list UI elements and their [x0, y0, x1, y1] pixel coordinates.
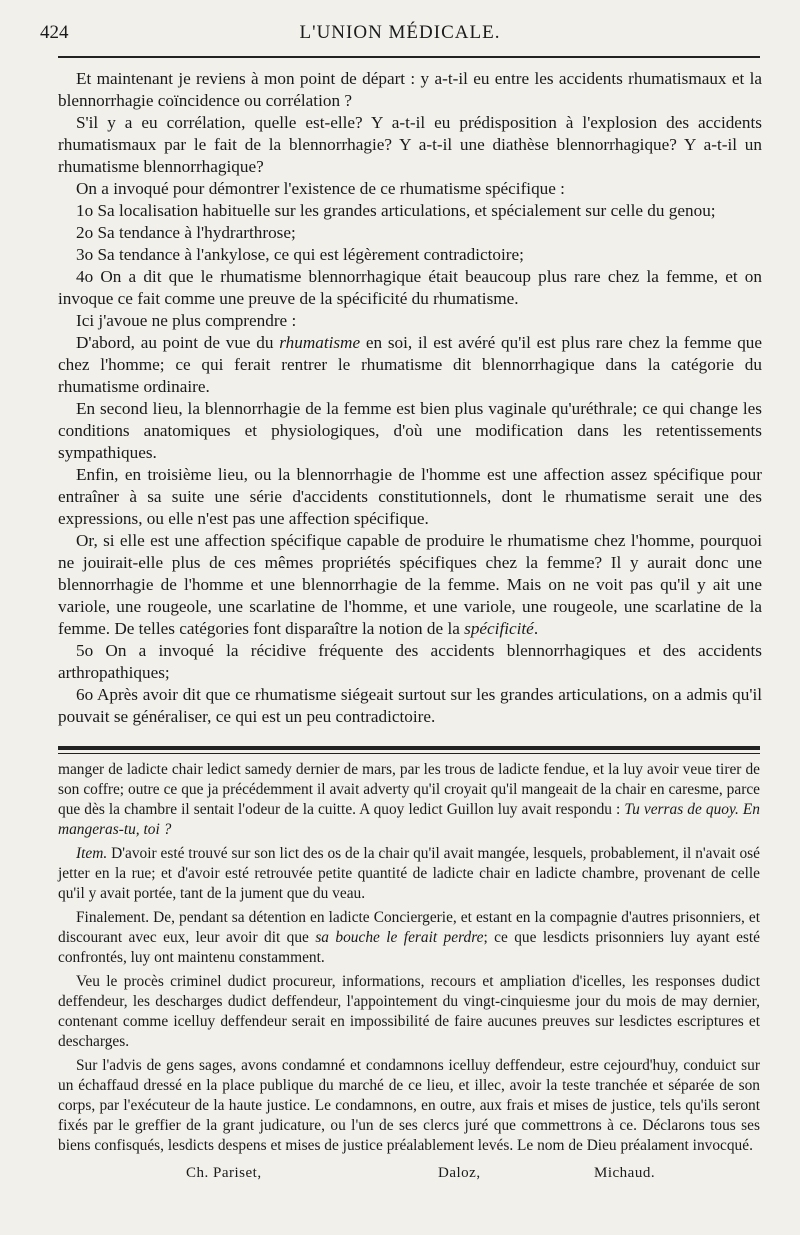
text-run: Or, si elle est une affection spécifique capable de produire le rhumatisme chez l'homme, pourquoi ne jouirait-elle plus de ces mêmes propriétés spécifiques chez la femme? Il y aurait donc une blennorrhagie de l'homme et une blennorrhagie de la femme. Mais on ne voit pas qu'il y ait une variole, une rougeole, une scarlatine de l'homme, et une variole, une rougeole, une scarlatine de la femme. De telles catégories font disparaître la notion de la: [58, 531, 762, 638]
feuilleton-body: [58, 760, 760, 1160]
text-run: D'abord, au point de vue du: [76, 333, 274, 352]
section-rule-thick: [58, 746, 760, 750]
page-number: 424: [40, 22, 69, 43]
paragraph: On a invoqué pour démontrer l'existence de ce rhumatisme spécifique :: [76, 179, 565, 198]
list-item: 6o Après avoir dit que ce rhumatisme siégeait surtout sur les grandes articulations, on a admis qu'il pouvait se généraliser, ce qui est un peu contradictoire.: [58, 685, 762, 726]
emphasis: rhumatisme: [279, 333, 361, 352]
paragraph: Ici j'avoue ne plus comprendre :: [76, 311, 297, 330]
page-header: [40, 22, 760, 48]
paragraph: Sur l'advis de gens sages, avons condamné et condamnons icelluy deffendeur, estre cejourd'huy, conduict sur un échaffaud dressé en la place publique du marché de ce lieu, et illec, avoir la teste tranchée et séparée de son corps, par l'exécuteur de la haute justice. Le condamnons, en outre, aux frais et mises de justice, tels qu'ils seront fixés par le greffier de la grant judicature, ou l'un de ses clercs juré que commettrons à ce. Déclarons tous ses biens confisqués, lesdicts despens et mises de justice préalablement levés. Le nom de Dieu préalament invocqué.: [58, 1057, 760, 1154]
signature-pariset: Ch. Pariset,: [186, 1165, 262, 1181]
list-item: 4o On a dit que le rhumatisme blennorrhagique était beaucoup plus rare chez la femme, et on invoque ce fait comme une preuve de la spécificité du rhumatisme.: [58, 267, 762, 308]
paragraph: Et maintenant je reviens à mon point de départ : y a-t-il eu entre les accidents rhumatismaux et la blennorrhagie coïncidence ou corrélation ?: [58, 69, 762, 110]
paragraph: [58, 908, 760, 968]
text-run: manger de ladicte chair ledict samedy dernier de mars, par les trous de ladicte fendue, et la luy avoir veue tirer de son coffre; outre ce que ja précédemment il avait adverty qu'il croyait qu'il mangeait de la chair en caresme, parce que dès la chambre il sentait l'odeur de la cuitte. A quoy ledict Guillon luy avait respondu :: [58, 761, 760, 818]
emphasis: Tu verras de quoy. En mangeras-tu, toi ?: [58, 801, 760, 838]
paragraph: Veu le procès criminel dudict procureur, informations, recours et ampliation d'icelles, les responses dudict deffendeur, les descharges dudict deffendeur, l'appointement du vingt-cinquiesme jour du mois de may dernier, contenant comme icelluy deffendeur serait en impossibilité de faire aucunes preuves sur lesdictes escriptures et descharges.: [58, 973, 760, 1050]
paragraph: En second lieu, la blennorrhagie de la femme est bien plus vaginale qu'uréthrale; ce qui change les conditions anatomiques et physiologiques, d'où une modification dans les retentissements sympathiques.: [58, 399, 762, 462]
running-title: L'UNION MÉDICALE.: [299, 22, 501, 43]
paragraph: S'il y a eu corrélation, quelle est-elle? Y a-t-il eu prédisposition à l'explosion des accidents rhumatismaux par le fait de la blennorrhagie? Y a-t-il une diathèse blennorrhagique? Y a-t-il un rhumatisme blennorrhagique?: [58, 113, 762, 176]
text-run: ; ce que lesdicts prisonniers luy ayant esté confrontés, luy ont maintenu constamment.: [58, 929, 761, 966]
signature-michaud: Michaud.: [594, 1165, 656, 1181]
emphasis: sa bouche le ferait perdre: [315, 929, 484, 946]
text-run: en soi, il est avéré qu'il est plus rare chez la femme que chez l'homme; ce qui ferait rentrer le rhumatisme dit blennorrhagique dans la catégorie du rhumatisme ordinaire.: [58, 333, 763, 396]
main-article-body: [58, 68, 762, 728]
list-item: 5o On a invoqué la récidive fréquente des accidents blennorrhagiques et des accidents arthropathiques;: [58, 641, 762, 682]
text-run: .: [533, 619, 539, 638]
list-item: 2o Sa tendance à l'hydrarthrose;: [76, 223, 296, 242]
paragraph: [58, 844, 760, 904]
paragraph: [58, 332, 762, 398]
text-run: D'avoir esté trouvé sur son lict des os de la chair qu'il avait mangée, lesquels, probablement, il n'avait osé jetter en la rue; et d'avoir esté retrouvée petite quantité de ladicte chair en ladicte chambre, provenant de celle qu'il y avait portée, tant de la jument que du veau.: [58, 845, 760, 902]
emphasis: Item.: [76, 845, 108, 862]
section-rule-thin: [58, 753, 760, 754]
text-run: Finalement. De, pendant sa détention en ladicte Conciergerie, et estant en la compagnie d'autres prisonniers, et discourant avec eux, leur avoir dit que: [58, 909, 760, 946]
emphasis: spécificité: [464, 619, 534, 638]
paragraph: [58, 530, 762, 640]
paragraph: Enfin, en troisième lieu, ou la blennorrhagie de l'homme est une affection assez spécifique pour entraîner à sa suite une série d'accidents constitutionnels, dont le rhumatisme serait une des expressions, ou elle n'est pas une affection spécifique.: [58, 465, 762, 528]
paragraph: [58, 760, 760, 840]
signature-line: [58, 1165, 760, 1187]
list-item: 3o Sa tendance à l'ankylose, ce qui est légèrement contradictoire;: [76, 245, 524, 264]
list-item: 1o Sa localisation habituelle sur les grandes articulations, et spécialement sur celle du genou;: [76, 201, 716, 220]
signature-daloz: Daloz,: [438, 1165, 481, 1181]
header-rule: [58, 56, 760, 58]
